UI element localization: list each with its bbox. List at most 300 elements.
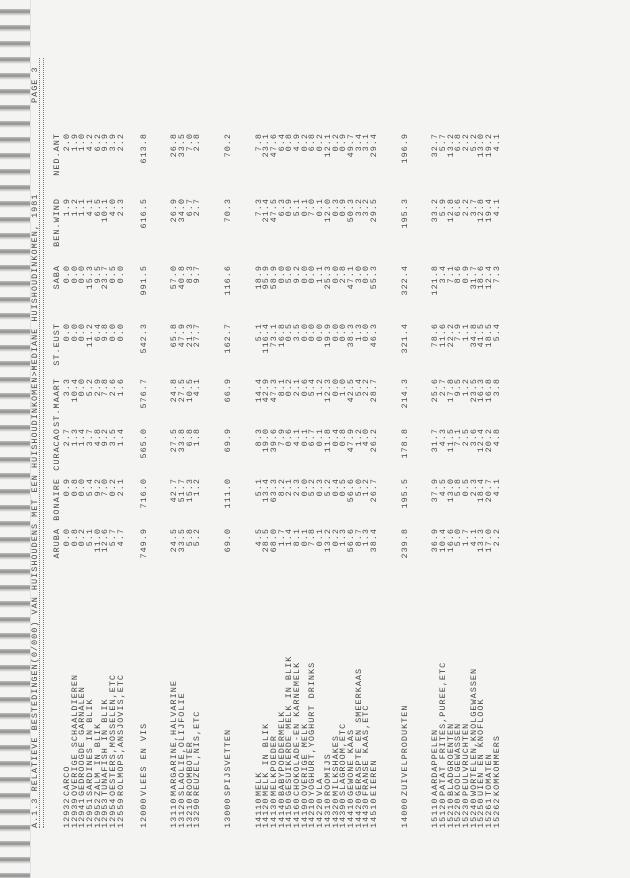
value-cell: 14.4 — [253, 378, 264, 403]
value-cell: 565.0 — [138, 428, 149, 459]
value-cell: 6.4 — [92, 323, 103, 342]
item-code: 15110 — [430, 797, 441, 828]
column-header: NED.ANT — [52, 133, 62, 176]
value-cell: 36.9 — [430, 528, 441, 553]
item-code: 14510 — [368, 797, 379, 828]
value-cell: 3.2 — [361, 198, 372, 217]
value-cell: 2.8 — [338, 265, 349, 284]
value-cell: 162.7 — [222, 323, 233, 354]
value-cell: 1.3 — [353, 323, 364, 342]
value-cell: 24.8 — [169, 378, 180, 403]
item-code: 14130 — [269, 797, 279, 828]
value-cell: 16.3 — [476, 378, 487, 403]
value-cell: 4.1 — [468, 528, 479, 547]
value-cell: 7.3 — [253, 198, 264, 217]
page-number: PAGE 3 — [30, 66, 40, 103]
value-cell: 18.6 — [476, 265, 487, 290]
column-header: BONAIRE — [52, 478, 62, 521]
value-cell: 178.8 — [399, 428, 410, 459]
value-cell: 4.2 — [85, 133, 96, 152]
value-cell: 10.4 — [438, 528, 448, 553]
value-cell: 0.0 — [69, 323, 80, 342]
value-cell: 34.8 — [468, 323, 479, 348]
value-cell: 0.5 — [108, 265, 119, 284]
value-cell: 33.5 — [176, 528, 187, 553]
value-cell: 23.7 — [100, 265, 111, 290]
value-cell: 12.0 — [322, 198, 333, 223]
value-cell: 11.2 — [85, 323, 96, 348]
value-cell: 7.8 — [307, 528, 318, 547]
value-cell: 78.6 — [430, 323, 441, 348]
value-cell: 2.2 — [115, 133, 126, 152]
value-cell: 9.7 — [192, 265, 203, 284]
value-cell: 11.6 — [438, 323, 448, 348]
value-cell: 1.9 — [69, 133, 80, 152]
value-cell: 0.8 — [69, 528, 80, 547]
item-label: GEWONE KAAS — [345, 728, 356, 796]
value-cell: 50.3 — [345, 198, 356, 223]
spacer — [202, 33, 225, 838]
value-cell: 4.5 — [253, 528, 264, 547]
value-cell: 8.1 — [292, 528, 303, 547]
item-code: 14000 — [399, 797, 410, 828]
item-label: TUNAFISH IN BLIK — [100, 698, 111, 796]
value-cell: 2.2 — [491, 528, 502, 547]
value-cell: 0.0 — [330, 265, 341, 284]
value-cell: 16.6 — [445, 528, 456, 553]
value-cell: 29.5 — [368, 198, 379, 223]
value-cell: 5.8 — [184, 528, 195, 547]
value-cell: 716.0 — [138, 478, 149, 509]
value-cell: 7.0 — [307, 198, 318, 217]
value-cell: 0.1 — [299, 528, 310, 547]
item-label: SPIJSVETTEN — [222, 728, 233, 796]
value-cell: 11.0 — [92, 528, 103, 553]
value-cell: 1.1 — [315, 265, 326, 284]
value-cell: 68.0 — [269, 528, 279, 553]
item-code: 14120 — [261, 797, 272, 828]
value-cell: 0.0 — [77, 265, 88, 284]
value-cell: 6.7 — [184, 198, 195, 217]
item-label: SLAOLIE,OLIJFOLIE — [176, 692, 187, 796]
rotated-table-page — [30, 33, 605, 838]
item-code: 12939 — [69, 797, 80, 828]
value-cell: 11.8 — [322, 428, 333, 453]
value-cell: 3.4 — [438, 265, 448, 284]
value-cell: 0.1 — [315, 428, 326, 447]
item-code: 13210 — [184, 797, 195, 828]
value-cell: 15.3 — [85, 265, 96, 290]
item-label: SARDINES IN BLIK — [85, 698, 96, 796]
value-cell: 0.0 — [115, 323, 126, 342]
value-cell: 0.6 — [299, 378, 310, 397]
item-code: 14390 — [338, 797, 349, 828]
value-cell: 9.2 — [100, 428, 111, 447]
title-divider — [39, 58, 44, 828]
value-cell: 749.9 — [138, 528, 149, 559]
value-cell: 0.2 — [299, 133, 310, 152]
item-label: ROOMIJS — [322, 753, 333, 796]
value-cell: 5.2 — [307, 478, 318, 497]
value-cell: 4.1 — [85, 198, 96, 217]
value-cell: 1.3 — [361, 528, 372, 547]
value-cell: 1.3 — [69, 428, 80, 447]
value-cell: 2.1 — [115, 478, 126, 497]
value-cell: 55.3 — [368, 265, 379, 290]
value-cell: 13.0 — [476, 133, 487, 158]
value-cell: 0.1 — [315, 528, 326, 547]
value-cell: 20.2 — [484, 428, 495, 453]
value-cell: 19.0 — [261, 428, 272, 453]
value-cell: 0.0 — [77, 378, 88, 397]
value-cell: 116.6 — [222, 265, 233, 296]
item-code: 15120 — [438, 797, 448, 828]
value-cell: 57.0 — [169, 265, 180, 290]
value-cell: 15.3 — [184, 478, 195, 503]
item-code: 15262 — [491, 797, 502, 828]
value-cell: 13.2 — [322, 528, 333, 553]
value-cell: 32.7 — [430, 133, 441, 158]
value-cell: 13.3 — [476, 528, 487, 553]
value-cell: 13.0 — [445, 478, 456, 503]
value-cell: 18.9 — [253, 265, 264, 290]
value-cell: 0.8 — [338, 428, 349, 447]
value-cell: 4.1 — [292, 428, 303, 447]
value-cell: 0.8 — [69, 478, 80, 497]
value-cell: 7.1 — [445, 265, 456, 284]
value-cell: 3.7 — [468, 198, 479, 217]
item-label: UIEN EN KNOFLOOK — [476, 698, 487, 796]
spacer — [148, 33, 171, 838]
value-cell: 0.0 — [62, 528, 72, 547]
value-cell: 6.6 — [453, 198, 464, 217]
value-cell: 9.5 — [453, 378, 464, 397]
value-cell: 2.3 — [468, 478, 479, 497]
value-cell: 17.8 — [445, 378, 456, 403]
value-cell: 47.9 — [176, 323, 187, 348]
value-cell: 46.3 — [368, 323, 379, 348]
item-code: 12000 — [138, 797, 149, 828]
spiral-binding — [0, 0, 31, 878]
value-cell: 58.9 — [269, 265, 279, 290]
value-cell: 0.1 — [315, 198, 326, 217]
value-cell: 23.5 — [468, 378, 479, 403]
value-cell: 6.8 — [184, 428, 195, 447]
item-label: OVERIGE SCHAALDIEREN — [69, 673, 80, 796]
value-cell: 2.7 — [438, 378, 448, 397]
item-label: KOOLGEWASSEN — [453, 722, 464, 796]
value-cell: 21.4 — [261, 198, 272, 223]
table-title: A.1.3 RELATIEVE BESTEDINGEN(0/000) VAN HUISHOUDENS MET EEN HUISHOUDINKOMEN>MEDIANE HUISHOUDINKOMEN, 1981 — [30, 193, 40, 828]
value-cell: 12.8 — [476, 198, 487, 223]
value-cell: 28.7 — [368, 378, 379, 403]
value-cell: 5.1 — [253, 323, 264, 342]
value-cell: 6.7 — [307, 428, 318, 447]
value-cell: 2.2 — [361, 378, 372, 397]
value-cell: 17.0 — [484, 528, 495, 553]
value-cell: 3.3 — [62, 378, 72, 397]
value-cell: 18.4 — [476, 478, 487, 503]
item-code: 15210 — [445, 797, 456, 828]
value-cell: 0.2 — [315, 133, 326, 152]
value-cell: 0.2 — [330, 133, 341, 152]
value-cell: 4.1 — [491, 478, 502, 497]
value-cell: 322.4 — [399, 265, 410, 296]
value-cell: 19.4 — [484, 198, 495, 223]
value-cell: 18.5 — [484, 323, 495, 348]
value-cell: 47.5 — [269, 198, 279, 223]
value-cell: 0.0 — [69, 265, 80, 284]
value-cell: 7.0 — [184, 133, 195, 152]
value-cell: 29.4 — [368, 133, 379, 158]
value-cell: 0.2 — [77, 528, 88, 547]
value-cell: 10.1 — [100, 198, 111, 223]
value-cell: 3.2 — [353, 198, 364, 217]
value-cell: 95.9 — [261, 265, 272, 290]
value-cell: 0.2 — [330, 528, 341, 547]
value-cell: 0.1 — [299, 428, 310, 447]
item-label: YOGHURT,YOGHURT DRINKS — [307, 661, 318, 796]
value-cell: 1.2 — [353, 428, 364, 447]
column-headers — [52, 33, 60, 838]
value-cell: 1.6 — [115, 378, 126, 397]
column-header: CURACAO — [52, 428, 62, 471]
value-cell: 613.8 — [138, 133, 149, 164]
value-cell: 73.1 — [269, 323, 279, 348]
item-code: 14430 — [361, 797, 372, 828]
value-cell: 3.8 — [491, 378, 502, 397]
item-code: 14140 — [276, 797, 287, 828]
item-label: ROLMOPS,ANSJOVIS,ETC — [115, 673, 126, 796]
item-code: 14160 — [292, 797, 303, 828]
item-code: 15220 — [453, 797, 464, 828]
subtotal-row — [222, 33, 233, 838]
value-cell: 0.9 — [338, 198, 349, 217]
value-cell: 0.0 — [330, 378, 341, 397]
value-cell: 9.2 — [92, 478, 103, 497]
value-cell: 70.3 — [222, 198, 233, 223]
value-cell: 5.2 — [468, 133, 479, 152]
value-cell: 7.9 — [276, 428, 287, 447]
item-code: 12954 — [108, 797, 119, 828]
value-cell: 0.0 — [361, 323, 372, 342]
value-cell: 7.8 — [253, 133, 264, 152]
item-label: GERASPTE EN SMEERKAAS — [353, 667, 364, 796]
value-cell: 26.9 — [169, 198, 180, 223]
value-cell: 7.1 — [453, 428, 464, 447]
value-cell: 1.2 — [361, 478, 372, 497]
value-cell: 3.6 — [468, 428, 479, 447]
value-cell: 2.9 — [92, 378, 103, 397]
value-cell: 47.6 — [269, 133, 279, 158]
value-cell: 19.9 — [322, 323, 333, 348]
value-cell: 2.2 — [461, 198, 472, 217]
value-cell: 0.0 — [361, 265, 372, 284]
value-cell: 9.2 — [292, 265, 303, 284]
value-cell: 196.9 — [399, 133, 410, 164]
value-cell: 33.5 — [176, 133, 187, 158]
value-cell: 42.5 — [345, 378, 356, 403]
value-cell: 5.7 — [438, 133, 448, 152]
item-label: ZUIVELPRODUKTEN — [399, 704, 410, 796]
value-cell: 0.0 — [330, 323, 341, 342]
value-cell: 0.0 — [307, 323, 318, 342]
value-cell: 7.3 — [491, 265, 502, 284]
item-label: VLA — [315, 777, 326, 796]
value-cell: 51.7 — [176, 478, 187, 503]
value-cell: 7.0 — [100, 478, 111, 497]
table-row — [115, 33, 126, 838]
value-cell: 33.8 — [176, 428, 187, 453]
item-label: MELKPOEDER — [269, 734, 279, 796]
value-cell: 4.1 — [491, 198, 502, 217]
value-cell: 12.1 — [322, 133, 333, 158]
column-header: BEN.WIND — [52, 198, 62, 247]
value-cell: 24.5 — [169, 528, 180, 553]
value-cell: 8.3 — [253, 428, 264, 447]
value-cell: 6.8 — [453, 133, 464, 152]
value-cell: 5.0 — [353, 478, 364, 497]
item-label: MARGARINE,HALVARINE — [169, 680, 180, 796]
value-cell: 0.3 — [330, 198, 341, 217]
spacer — [379, 33, 402, 838]
value-cell: 27.7 — [192, 323, 203, 348]
column-header: SABA — [52, 265, 62, 290]
value-cell: 5.7 — [108, 528, 119, 547]
item-code: 15250 — [476, 797, 487, 828]
table-row — [368, 33, 379, 838]
value-cell: 1.7 — [461, 528, 472, 547]
value-cell: 34.0 — [176, 198, 187, 223]
value-cell: 0.0 — [115, 265, 126, 284]
value-cell: 12.4 — [484, 265, 495, 290]
value-cell: 6.2 — [92, 133, 103, 152]
value-cell: 13.2 — [445, 133, 456, 158]
value-cell: 27.5 — [169, 428, 180, 453]
subtotal-row — [138, 33, 149, 838]
item-code: 14220 — [315, 797, 326, 828]
value-cell: 11.5 — [445, 428, 456, 453]
value-cell: 1.4 — [115, 428, 126, 447]
value-cell: 4.8 — [92, 428, 103, 447]
value-cell: 5.1 — [85, 528, 96, 547]
value-cell: 26.2 — [368, 428, 379, 453]
value-cell: 4.1 — [192, 378, 203, 397]
value-cell: 2.2 — [461, 133, 472, 152]
item-label: MELK — [253, 771, 264, 796]
column-header: ST.EUST — [52, 323, 62, 366]
value-cell: 41.5 — [476, 323, 487, 348]
value-cell: 1.2 — [69, 198, 80, 217]
item-label: MELK IN BLIK — [261, 722, 272, 796]
value-cell: 5.4 — [491, 323, 502, 342]
item-code: 14110 — [253, 797, 264, 828]
value-cell: 63.3 — [269, 478, 279, 503]
value-cell: 0.0 — [315, 323, 326, 342]
value-cell: 5.2 — [322, 478, 333, 497]
value-cell: 1.0 — [77, 133, 88, 152]
item-code: 12953 — [100, 797, 111, 828]
value-cell: 3.1 — [361, 133, 372, 152]
value-cell: 2.5 — [461, 428, 472, 447]
item-label: GESUIKERDE MELK IN BLIK — [284, 655, 295, 796]
item-code: 12932 — [62, 797, 72, 828]
item-label: GEDROOGDE GARNALEN — [77, 686, 88, 796]
item-code: 12941 — [77, 797, 88, 828]
value-cell: 0.0 — [307, 265, 318, 284]
value-cell: 8.7 — [353, 528, 364, 547]
item-label: OVERIGE MELK — [299, 722, 310, 796]
table-body — [64, 33, 502, 838]
value-cell: 0.4 — [330, 478, 341, 497]
value-cell: 28.5 — [261, 528, 272, 553]
value-cell: 26.7 — [368, 478, 379, 503]
value-cell: 1.1 — [77, 198, 88, 217]
value-cell: 5.0 — [284, 265, 295, 284]
value-cell: 0.5 — [461, 478, 472, 497]
item-label: REUZEL,NIS,ETC — [192, 710, 203, 796]
value-cell: 9.8 — [100, 323, 111, 342]
item-label: CARCO — [62, 765, 72, 796]
value-cell: 1.2 — [192, 478, 203, 497]
item-label: ROOMBOTER — [184, 741, 195, 796]
value-cell: 121.8 — [430, 265, 441, 296]
value-cell: 1.4 — [77, 428, 88, 447]
value-cell: 47.9 — [345, 428, 356, 453]
value-cell: 7.9 — [453, 323, 464, 342]
value-cell: 47.1 — [345, 265, 356, 290]
value-cell: 3.5 — [108, 428, 119, 447]
value-cell: 1.8 — [192, 428, 203, 447]
table-row — [491, 33, 502, 838]
value-cell: 0.0 — [338, 323, 349, 342]
value-cell: 0.0 — [108, 323, 119, 342]
value-cell: 8.3 — [184, 265, 195, 284]
value-cell: 2.3 — [292, 478, 303, 497]
value-cell: 4.8 — [491, 428, 502, 447]
value-cell: 39.6 — [269, 428, 279, 453]
value-cell: 5.0 — [453, 528, 464, 547]
value-cell: 0.5 — [338, 478, 349, 497]
value-cell: 38.4 — [368, 528, 379, 553]
value-cell: 5.1 — [292, 198, 303, 217]
value-cell: 2.3 — [115, 198, 126, 217]
value-cell: 6.8 — [307, 133, 318, 152]
item-code: 15240 — [468, 797, 479, 828]
item-code: 14420 — [353, 797, 364, 828]
value-cell: 4.3 — [438, 428, 448, 447]
value-cell: 10.4 — [69, 378, 80, 403]
value-cell: 12.3 — [322, 378, 333, 403]
value-cell: 2.6 — [108, 378, 119, 397]
value-cell: 616.5 — [138, 198, 149, 229]
item-label: OESTERS,MOSSELEN,ETC — [108, 673, 119, 796]
value-cell: 12.8 — [445, 198, 456, 223]
item-label: FRANSE KAAS,ETC — [361, 704, 372, 796]
item-label: PATAT FRITES,PUREE,ETC — [438, 661, 448, 796]
spacer — [233, 33, 256, 838]
value-cell: 0.9 — [461, 265, 472, 284]
value-cell: 20.7 — [484, 478, 495, 503]
value-cell: 38.3 — [345, 323, 356, 348]
item-code: 14410 — [345, 797, 356, 828]
item-label: TOMATEN — [484, 753, 495, 796]
value-cell: 0.8 — [284, 133, 295, 152]
value-cell: 69.0 — [222, 528, 233, 553]
value-cell: 111.0 — [222, 478, 233, 509]
value-cell: 321.4 — [399, 323, 410, 354]
value-cell: 4.1 — [491, 133, 502, 152]
